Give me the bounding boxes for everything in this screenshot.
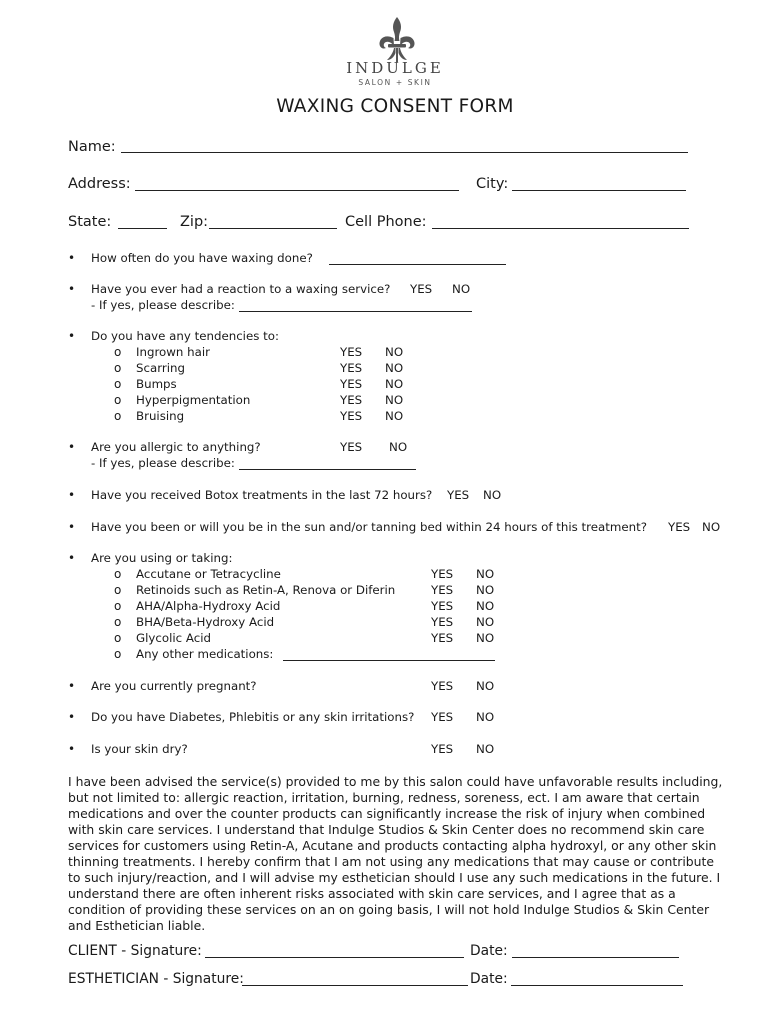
yes-option[interactable]: YES	[431, 631, 454, 645]
client-date-field[interactable]	[512, 957, 679, 958]
zip-label: Zip:	[180, 214, 209, 230]
tendency-item: Hyperpigmentation	[136, 393, 251, 407]
no-option[interactable]: NO	[389, 440, 408, 454]
name-field[interactable]	[121, 152, 688, 153]
brand-name: INDULGE	[346, 59, 444, 77]
medication-item: Accutane or Tetracycline	[136, 567, 281, 581]
no-option[interactable]: NO	[476, 599, 495, 613]
yes-option[interactable]: YES	[668, 520, 691, 534]
no-option[interactable]: NO	[452, 282, 471, 296]
other-medications-field[interactable]	[283, 660, 495, 661]
bullet-icon: •	[68, 329, 76, 343]
bullet-icon: •	[68, 251, 76, 265]
medication-item: BHA/Beta-Hydroxy Acid	[136, 615, 275, 629]
client-signature-field[interactable]	[205, 957, 464, 958]
yes-option[interactable]: YES	[431, 679, 454, 693]
tendency-item: Bruising	[136, 409, 185, 423]
yes-option[interactable]: YES	[340, 409, 363, 423]
sub-bullet-icon: o	[114, 361, 122, 375]
question-sun-exposure: Have you been or will you be in the sun and/or tanning bed within 24 hours of this treatment?	[91, 520, 647, 534]
tendency-item: Ingrown hair	[136, 345, 210, 359]
no-option[interactable]: NO	[476, 710, 495, 724]
sub-bullet-icon: o	[114, 567, 122, 581]
city-label: City:	[476, 176, 509, 192]
esthetician-date-field[interactable]	[511, 985, 683, 986]
allergy-describe-label: - If yes, please describe:	[91, 456, 235, 470]
bullet-icon: •	[68, 742, 76, 756]
question-botox: Have you received Botox treatments in the last 72 hours?	[91, 488, 433, 502]
yes-option[interactable]: YES	[431, 583, 454, 597]
no-option[interactable]: NO	[702, 520, 721, 534]
yes-option[interactable]: YES	[431, 599, 454, 613]
no-option[interactable]: NO	[476, 567, 495, 581]
medication-item: Retinoids such as Retin-A, Renova or Diferin	[136, 583, 396, 597]
medication-item: AHA/Alpha-Hydroxy Acid	[136, 599, 281, 613]
no-option[interactable]: NO	[476, 742, 495, 756]
name-label: Name:	[68, 139, 116, 155]
no-option[interactable]: NO	[476, 583, 495, 597]
sub-bullet-icon: o	[114, 599, 122, 613]
no-option[interactable]: NO	[483, 488, 502, 502]
question-allergies: Are you allergic to anything?	[91, 440, 261, 454]
allergy-describe-field[interactable]	[239, 469, 416, 470]
no-option[interactable]: NO	[385, 377, 404, 391]
yes-option[interactable]: YES	[431, 615, 454, 629]
bullet-icon: •	[68, 488, 76, 502]
tendency-item: Bumps	[136, 377, 177, 391]
sub-bullet-icon: o	[114, 647, 122, 661]
sub-bullet-icon: o	[114, 583, 122, 597]
esthetician-signature-field[interactable]	[242, 985, 468, 986]
zip-field[interactable]	[209, 228, 337, 229]
other-medications-label: Any other medications:	[136, 647, 274, 661]
yes-option[interactable]: YES	[340, 393, 363, 407]
cell-phone-field[interactable]	[432, 228, 689, 229]
bullet-icon: •	[68, 710, 76, 724]
yes-option[interactable]: YES	[410, 282, 433, 296]
bullet-icon: •	[68, 282, 76, 296]
yes-option[interactable]: YES	[447, 488, 470, 502]
question-dry-skin: Is your skin dry?	[91, 742, 188, 756]
question-waxing-reaction: Have you ever had a reaction to a waxing service?	[91, 282, 391, 296]
yes-option[interactable]: YES	[340, 345, 363, 359]
esthetician-signature-label: ESTHETICIAN - Signature:	[68, 971, 244, 987]
tendency-item: Scarring	[136, 361, 185, 375]
no-option[interactable]: NO	[385, 393, 404, 407]
yes-option[interactable]: YES	[340, 377, 363, 391]
no-option[interactable]: NO	[476, 631, 495, 645]
medication-item: Glycolic Acid	[136, 631, 212, 645]
sub-bullet-icon: o	[114, 615, 122, 629]
client-date-label: Date:	[470, 943, 508, 959]
bullet-icon: •	[68, 520, 76, 534]
no-option[interactable]: NO	[385, 361, 404, 375]
bullet-icon: •	[68, 551, 76, 565]
sub-bullet-icon: o	[114, 345, 122, 359]
reaction-describe-field[interactable]	[239, 311, 472, 312]
no-option[interactable]: NO	[476, 679, 495, 693]
brand-subtitle: SALON + SKIN	[358, 78, 432, 87]
reaction-describe-label: - If yes, please describe:	[91, 298, 235, 312]
question-waxing-frequency: How often do you have waxing done?	[91, 251, 313, 265]
state-field[interactable]	[118, 228, 167, 229]
sub-bullet-icon: o	[114, 409, 122, 423]
state-label: State:	[68, 214, 112, 230]
sub-bullet-icon: o	[114, 631, 122, 645]
address-field[interactable]	[135, 190, 459, 191]
waxing-frequency-field[interactable]	[329, 264, 506, 265]
yes-option[interactable]: YES	[340, 440, 363, 454]
sub-bullet-icon: o	[114, 393, 122, 407]
question-tendencies: Do you have any tendencies to:	[91, 329, 279, 343]
question-diabetes: Do you have Diabetes, Phlebitis or any skin irritations?	[91, 710, 415, 724]
question-medications: Are you using or taking:	[91, 551, 233, 565]
no-option[interactable]: NO	[385, 345, 404, 359]
form-title: WAXING CONSENT FORM	[276, 96, 514, 117]
yes-option[interactable]: YES	[431, 710, 454, 724]
bullet-icon: •	[68, 440, 76, 454]
yes-option[interactable]: YES	[431, 567, 454, 581]
no-option[interactable]: NO	[385, 409, 404, 423]
city-field[interactable]	[512, 190, 686, 191]
address-label: Address:	[68, 176, 131, 192]
yes-option[interactable]: YES	[431, 742, 454, 756]
sub-bullet-icon: o	[114, 377, 122, 391]
bullet-icon: •	[68, 679, 76, 693]
disclaimer-paragraph: I have been advised the service(s) provided to me by this salon could have unfavorable results including, but not limited to: allergic reaction, irritation, burning, redness, soreness, ect. I am aware that certain medications and over the counter products can significantly increase the risk of injury when combined with skin care services. I understand that Indulge Studios & Skin Center does no recommend skin care services for customers using Retin-A, Acutane and products contacting alpha hydroxyl, or any other skin thinning treatments. I hereby confirm that I am not using any medications that may cause or contribute to such injury/reaction, and I will advise my esthetician should I use any such medications in the future. I understand there are often inherent risks associated with skin care services, and I agree that as a condition of providing these services on an on going basis, I will not hold Indulge Studios & Skin Center and Esthetician liable.	[68, 774, 723, 933]
cell-phone-label: Cell Phone:	[345, 214, 427, 230]
yes-option[interactable]: YES	[340, 361, 363, 375]
no-option[interactable]: NO	[476, 615, 495, 629]
fleur-de-lis-logo-icon	[373, 16, 421, 64]
client-signature-label: CLIENT - Signature:	[68, 943, 202, 959]
esthetician-date-label: Date:	[470, 971, 508, 987]
question-pregnant: Are you currently pregnant?	[91, 679, 257, 693]
